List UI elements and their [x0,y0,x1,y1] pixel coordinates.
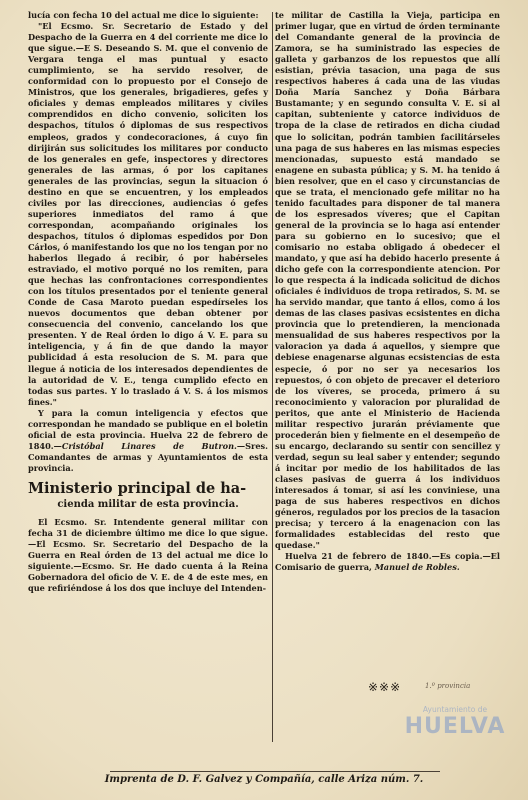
section-subheading: cienda militar de esta provincia. [57,498,239,510]
corner-note: 1.º provincia [425,682,471,690]
paragraph-copy [275,551,500,573]
imprint-rule [110,771,440,772]
watermark-line1: Ayuntamiento de [422,705,488,714]
watermark-line2: HUELVA [404,714,506,739]
paragraph-publication [28,408,268,474]
publication-text: Y para la comun inteligencia y efectos que correspondan he mandado se publique en el boletin oficial de esta provincia. Huelva 22 de febrero de 1840.— [28,407,268,451]
publication-end: —Sres. Comandantes de armas y Ayuntamientos de esta provincia. [28,440,268,473]
copy-text: Huelva 21 de febrero de 1840.—Es copia.—El Comisario de guerra, [275,551,500,573]
column-divider [272,12,273,742]
section-heading: Ministerio principal de ha- [28,479,247,497]
imprint-line: Imprenta de D. F. Galvez y Compañía, calle Ariza núm. 7. [104,774,424,785]
watermark-seal [395,705,515,775]
ornament-glyph: ※※※ [368,680,402,694]
left-column [28,10,268,594]
signature-linares: Cristóbal Linares de Butron. [61,440,237,451]
right-column [275,10,500,573]
paragraph-continuation: te militar de Castilla la Vieja, participa en primer lugar, que en virtud de órden terminante del Comandante general de la provincia de Zamora, se ha suministrado las especies de galleta y garbanzos de los repuestos que allí esistian, prévia tasacion, una paga de sus respectivos haberes á cada una de las viudas Doña María Sanchez y Doña Bárbara Bustamante; y en segundo consulta V. E. si al capitan, subteniente y catorce individuos de tropa de la clase de retirados en dicha ciudad que lo solicitan, podrán tambien facilitárseles una paga de sus haberes en las mismas especies mencionadas, supuesto está mandado se enagene en subasta pública; y S. M. ha tenido á bien resolver, que en el caso y circunstancias de que se trata, el mencionado gefe militar no ha tenido facultades para disponer de tal manera de los espresados víveres; que el Capitan general de la provincia se lo haga así entender para su gobierno en lo sucesivo; que el comisario no estaba obligado á obedecer el mandato, y que así ha debido hacerlo presente á dicho gefe con la correspondiente atencion. Por lo que respecta á la indicada solicitud de dichos oficiales é individuos de tropa retirados, S. M. se ha servido mandar, que tanto á ellos, como á los demas de las clases pasivas ecsistentes en dicha provincia que lo pretendieren, la mencionada mensualidad de sus haberes respectivos por la valoracion ya dada á aquellos, y siempre que debiese enagenarse algunas ecsistencias de esta especie, ó por no ser ya necesarios los repuestos, ó con objeto de precaver el deterioro de los víveres, se proceda, primero á su reconocimiento y valoracion por pluralidad de peritos, que ante el Ministerio de Hacienda militar respectivo jurarán préviamente que procederán bien y fielmente en el desempeño de su encargo, declarando su sentir con sencillez y verdad, segun su leal saber y entender; segundo á incitar por medio de los habilitados de las clases pasivas de guerra á los individuos interesados á tomar, si así les conviniese, una paga de sus haberes respectivos en dichos géneros, regulados por los precios de la tasacion precisa; y tercero á la enagenacion con las formalidades establecidas del resto que quedase." [275,10,500,551]
signature-robles: Manuel de Robles. [374,562,460,573]
paragraph-royal-order: "El Ecsmo. Sr. Secretario de Estado y del Despacho de la Guerra en 4 del corriente me dice lo que sigue.—E S. Deseando S. M. que el convenio de Vergara tenga el mas puntual y esacto cumplimiento, se ha servido resolver, de conformidad con lo propuesto por el Consejo de Ministros, que los generales, brigadieres, gefes y oficiales y demas empleados militares y civiles comprendidos en dicho convenio, soliciten los despachos, títulos ó diplomas de sus respectivos empleos, grados y condecoraciones, á cuyo fin dirijirán sus solicitudes los militares por conducto de los generales en gefe, inspectores y directores generales de las armas, ó por los capitanes generales de las provincias, segun la situacion ó destino en que se encuentren, y los empleados civiles por las direcciones, audiencias ó gefes superiores inmediatos del ramo á que correspondan, acompañando originales los despachos, títulos ó diplomas espedidos por Don Cárlos, ó manifestando los que no los tengan por no haberlos llegado á recibir, ó por habérseles estraviado, el motivo porqué no los remiten, para que hechas las confrontaciones correspondientes con los títulos presentados por el teniente general Conde de Casa Maroto puedan espedírseles los nuevos documentos que deban obtener por consecuencia del convenio, cancelando los que presenten. Y de Real órden lo digo á V. E. para su inteligencia, y á fin de que dando la mayor publicidad á esta resolucion de S. M. para que llegue á noticia de los interesados dependientes de la autoridad de V. E., tenga cumplido efecto en todas sus partes. Y lo traslado á V. S. á los mismos fines." [28,21,268,407]
paragraph-intro: lucía con fecha 10 del actual me dice lo siguiente: [28,10,259,20]
paragraph-intendente: El Ecsmo. Sr. Intendente general militar con fecha 31 de diciembre último me dice lo que sigue.—El Ecsmo. Sr. Secretario del Despacho de la Guerra en Real órden de 13 del actual me dice lo siguiente.—Ecsmo. Sr. He dado cuenta á la Reina Gobernadora del oficio de V. E. de 4 de este mes, en que refiriéndose á los dos que incluye del Intenden- [28,516,268,594]
